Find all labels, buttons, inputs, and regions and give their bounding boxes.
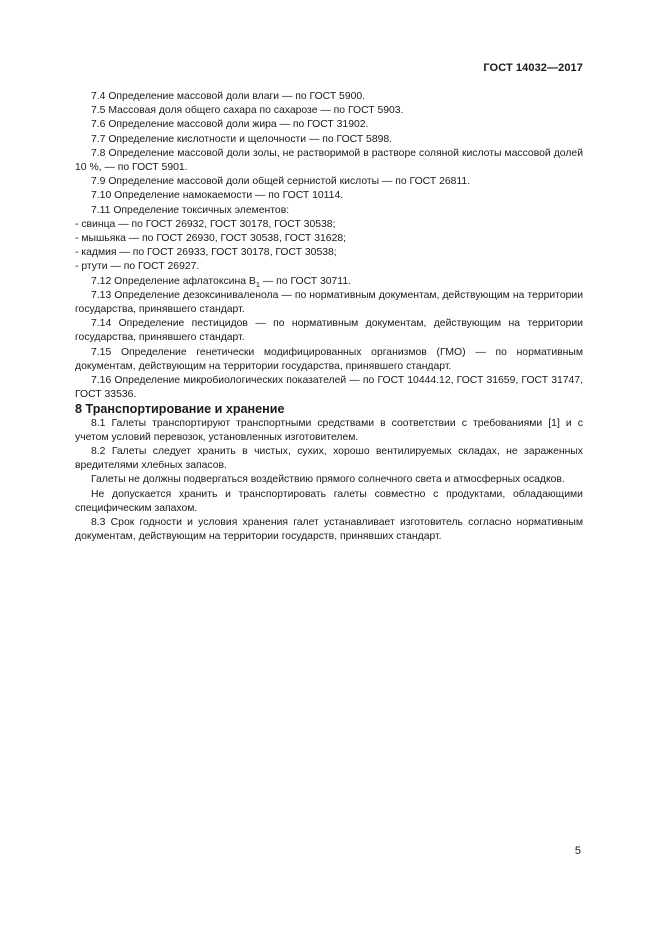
paragraph-7-5: 7.5 Массовая доля общего сахара по сахарозе — по ГОСТ 5903. [91, 105, 404, 117]
paragraph-8-1: 8.1 Галеты транспортируют транспортными средствами в соответствии с требованиями [1] и с учетом условий перевозок, установленных изготовителем. [75, 417, 583, 443]
paragraph-7-12-tail: — по ГОСТ 30711. [260, 275, 351, 287]
paragraph-7-15: 7.15 Определение генетически модифицированных организмов (ГМО) — по нормативным документам, действующим на территории государства, принявшего стандарт. [75, 346, 583, 372]
paragraph-7-9: 7.9 Определение массовой доли общей сернистой кислоты — по ГОСТ 26811. [91, 176, 471, 188]
section-8-heading: 8 Транспортирование и хранение [75, 402, 285, 417]
list-item-arsenic: - мышьяка — по ГОСТ 26930, ГОСТ 30538, ГОСТ 31628; [75, 233, 347, 245]
page-number: 5 [574, 845, 581, 857]
list-item-lead: - свинца — по ГОСТ 26932, ГОСТ 30178, ГОСТ 30538; [75, 218, 336, 230]
paragraph-7-4: 7.4 Определение массовой доли влаги — по ГОСТ 5900. [91, 91, 366, 102]
aflatoxin-subscript: 1 [255, 279, 260, 289]
paragraph-7-11: 7.11 Определение токсичных элементов: [91, 204, 290, 216]
document-body [75, 90, 583, 545]
paragraph-7-8: 7.8 Определение массовой доли золы, не растворимой в растворе соляной кислоты массовой долей 10 %, — по ГОСТ 5901. [75, 147, 583, 174]
paragraph-7-12-text: 7.12 Определение афлатоксина B [91, 275, 256, 287]
paragraph-8-2-odor: Не допускается хранить и транспортировать галеты совместно с продуктами, обладающими специфическим запахом. [75, 488, 583, 514]
paragraph-8-2-sunlight: Галеты не должны подвергаться воздействию прямого солнечного света и атмосферных осадков. [91, 474, 565, 486]
paragraph-7-14: 7.14 Определение пестицидов — по нормативным документам, действующим на территории государства, принявшего стандарт. [75, 318, 583, 344]
paragraph-7-10: 7.10 Определение намокаемости — по ГОСТ 10114. [91, 190, 344, 202]
paragraph-7-6: 7.6 Определение массовой доли жира — по ГОСТ 31902. [91, 119, 369, 131]
paragraph-7-7: 7.7 Определение кислотности и щелочности — по ГОСТ 5898. [91, 133, 393, 145]
list-item-mercury: - ртути — по ГОСТ 26927. [75, 261, 200, 273]
paragraph-8-3: 8.3 Срок годности и условия хранения галет устанавливает изготовитель согласно нормативным документам, действующим на территории государств, принявших стандарт. [75, 517, 583, 543]
paragraph-7-12 [75, 275, 583, 289]
paragraph-7-16: 7.16 Определение микробиологических показателей — по ГОСТ 10444.12, ГОСТ 31659, ГОСТ 31747, ГОСТ 33536. [75, 375, 583, 401]
paragraph-7-13: 7.13 Определение дезоксиниваленола — по нормативным документам, действующим на территории государства, принявшего стандарт. [75, 289, 583, 316]
paragraph-8-2: 8.2 Галеты следует хранить в чистых, сухих, хорошо вентилируемых складах, не зараженных вредителями хлебных запасов. [75, 446, 583, 472]
list-item-cadmium: - кадмия — по ГОСТ 26933, ГОСТ 30178, ГОСТ 30538; [75, 247, 337, 259]
standard-code: ГОСТ 14032—2017 [483, 62, 583, 74]
